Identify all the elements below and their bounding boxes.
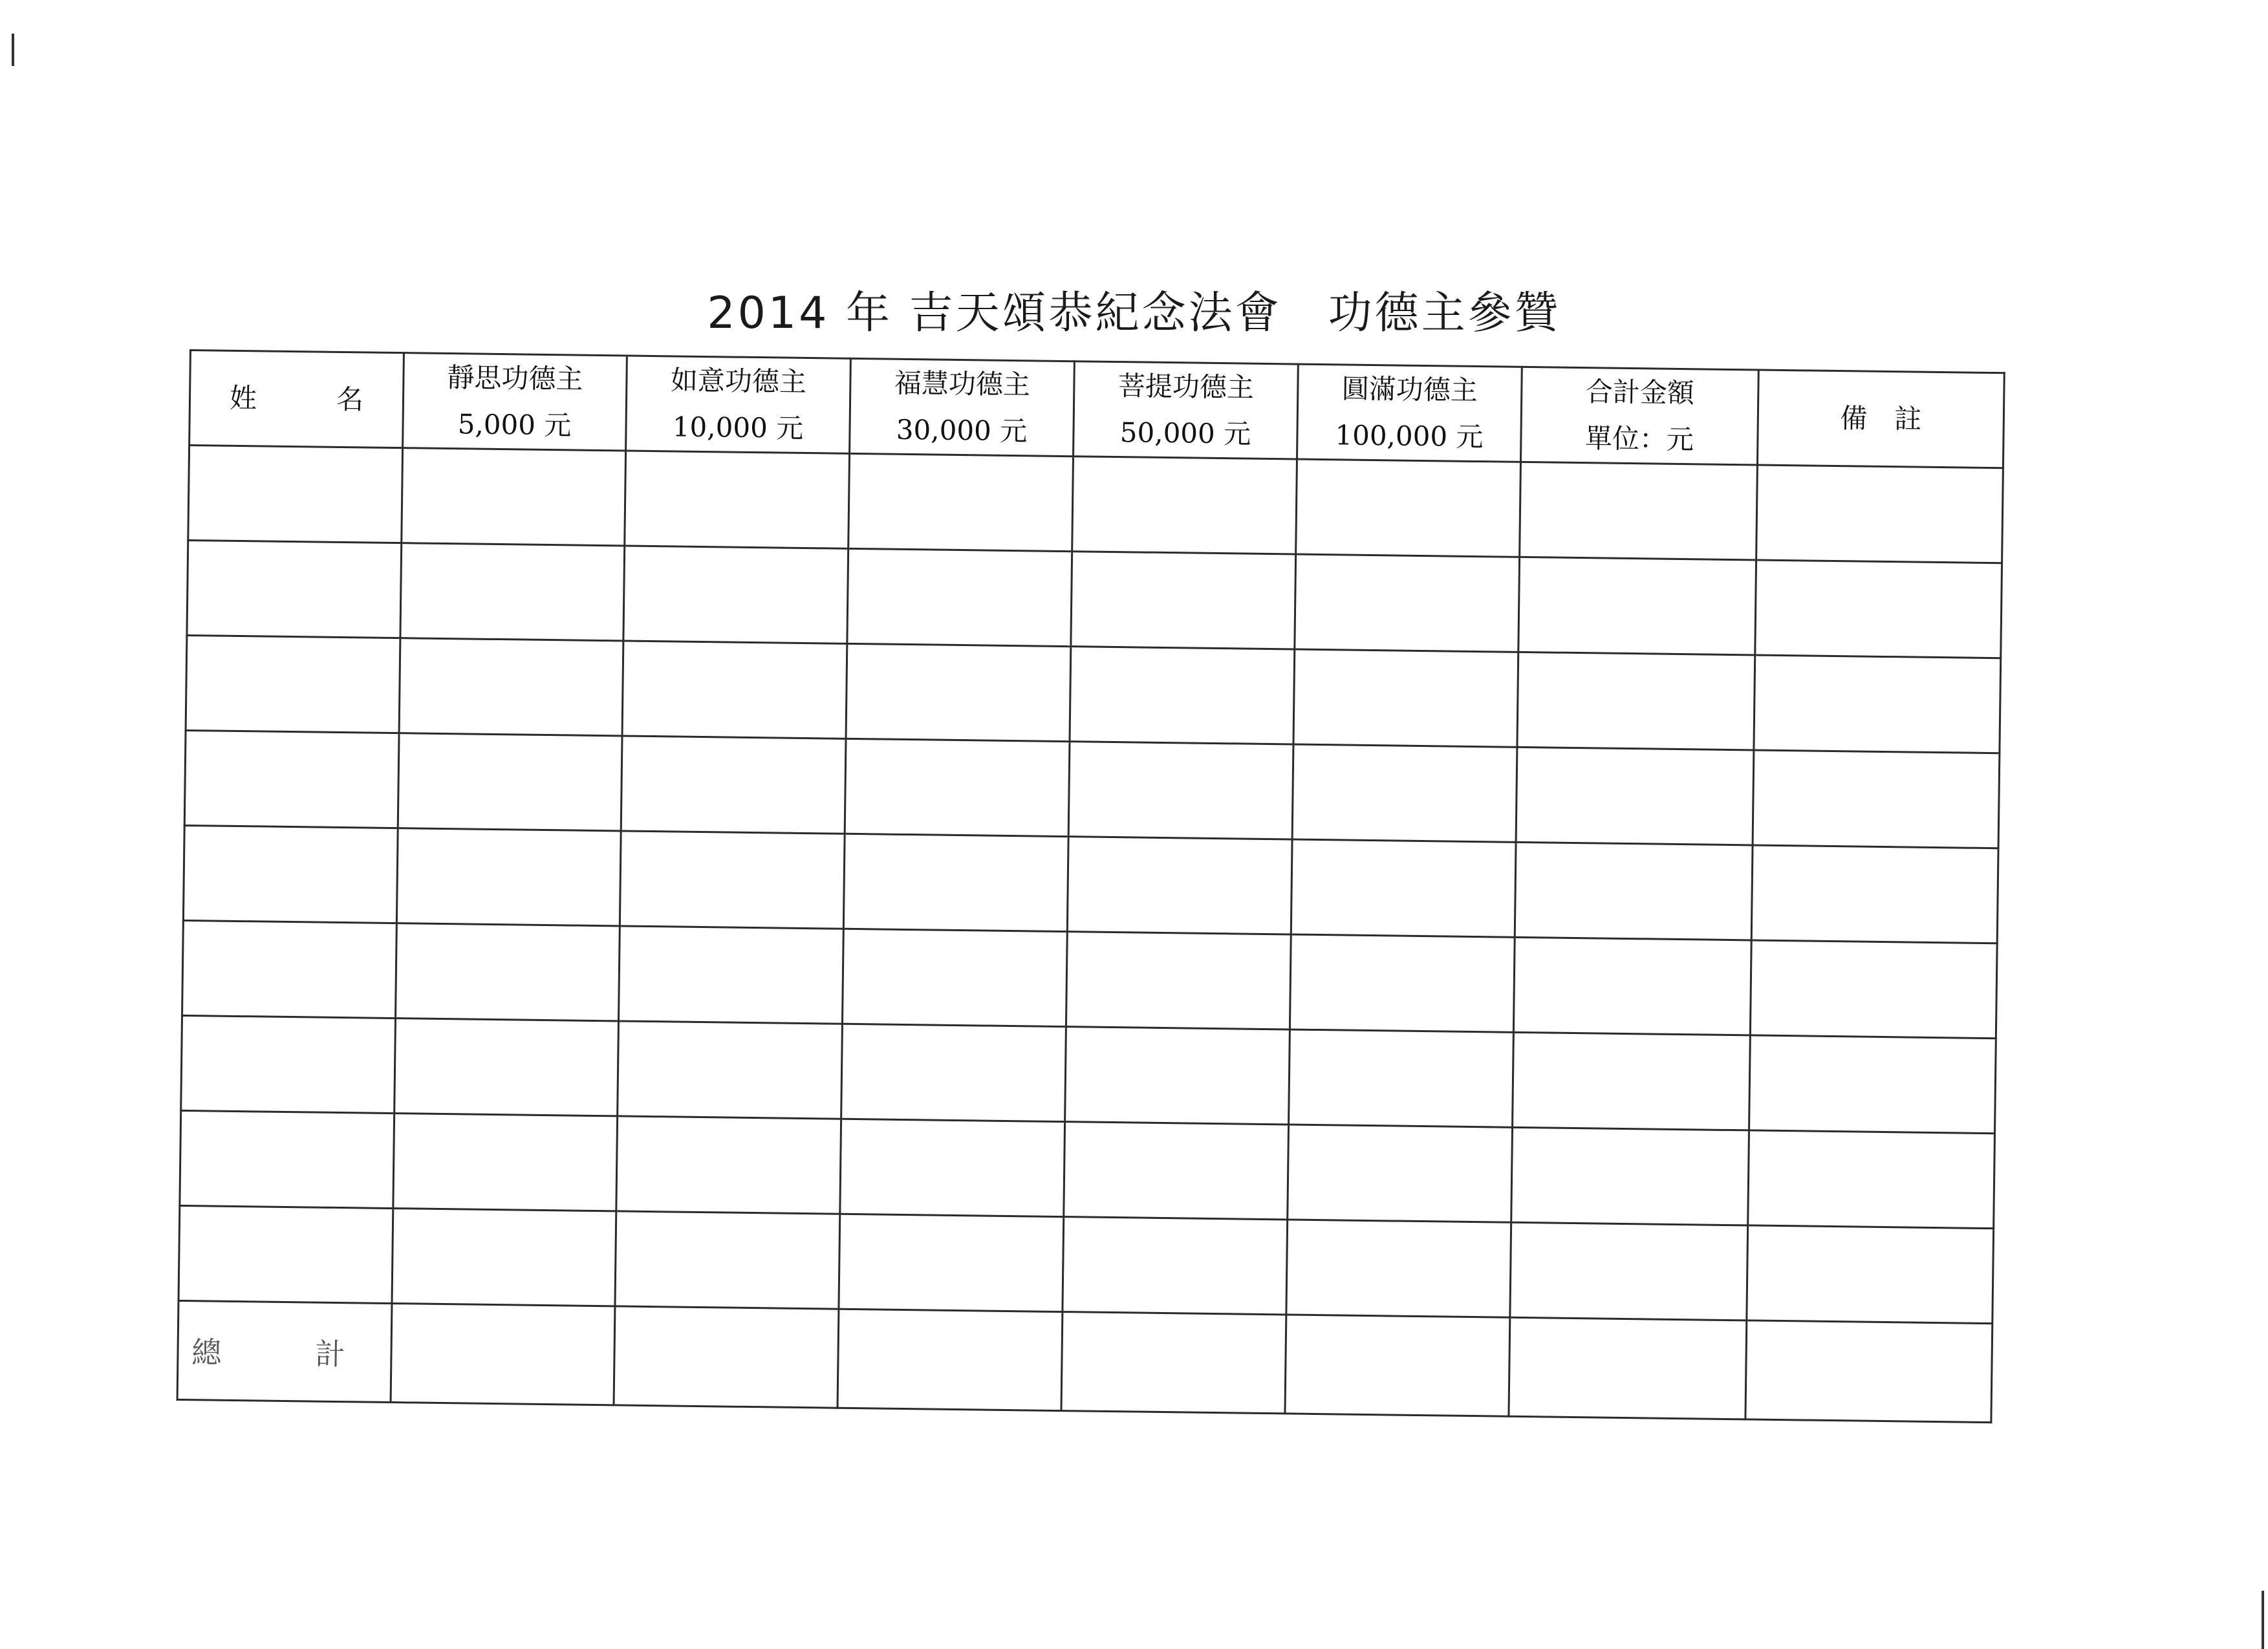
grand-total-cell[interactable] <box>1509 1317 1747 1419</box>
column-title: 合計金額 <box>1585 376 1695 409</box>
name-cell[interactable] <box>186 635 400 733</box>
amount-cell[interactable] <box>1289 1029 1514 1127</box>
total-label-cell <box>177 1300 392 1402</box>
amount-cell[interactable] <box>839 1214 1064 1311</box>
total-cell[interactable] <box>1511 1127 1749 1225</box>
amount-cell[interactable] <box>841 1024 1066 1121</box>
name-cell[interactable] <box>188 446 403 543</box>
column-header-fuhui <box>850 358 1075 456</box>
amount-cell[interactable] <box>392 1209 616 1306</box>
amount-cell[interactable] <box>1072 457 1297 554</box>
total-cell[interactable] <box>1515 842 1753 940</box>
amount-cell[interactable] <box>1292 744 1517 842</box>
amount-cell[interactable] <box>625 451 850 548</box>
amount-cell[interactable] <box>399 638 623 736</box>
amount-cell[interactable] <box>1068 742 1293 839</box>
amount-cell[interactable] <box>1064 1122 1289 1220</box>
amount-cell[interactable] <box>1070 647 1295 744</box>
scan-edge-mark <box>12 34 14 66</box>
remarks-cell[interactable] <box>1750 940 1997 1039</box>
name-cell[interactable] <box>180 1110 394 1208</box>
name-cell[interactable] <box>184 730 399 828</box>
column-title: 菩提功德主 <box>1118 370 1255 404</box>
column-header-yuanman <box>1297 364 1522 462</box>
amount-cell[interactable] <box>1295 554 1520 652</box>
remarks-cell[interactable] <box>1753 750 2000 848</box>
amount-cell[interactable] <box>1293 649 1518 747</box>
total-amount-cell[interactable] <box>391 1304 615 1405</box>
amount-cell[interactable] <box>1071 552 1296 649</box>
amount-cell[interactable] <box>615 1211 840 1309</box>
total-cell[interactable] <box>1518 557 1756 655</box>
amount-cell[interactable] <box>845 738 1070 836</box>
name-cell[interactable] <box>183 825 398 923</box>
column-amount: 50,000 元 <box>1119 416 1251 450</box>
amount-cell[interactable] <box>396 828 621 926</box>
total-label-char-2: 計 <box>315 1336 345 1372</box>
amount-cell[interactable] <box>620 831 845 929</box>
name-header-char-2: 名 <box>336 383 364 416</box>
amount-cell[interactable] <box>1065 1027 1290 1125</box>
name-cell[interactable] <box>181 1015 396 1113</box>
name-column-header <box>189 350 404 448</box>
remarks-cell[interactable] <box>1755 560 2002 658</box>
column-unit: 單位：元 <box>1584 422 1694 456</box>
total-cell[interactable] <box>1513 937 1751 1035</box>
scan-edge-mark <box>2262 1591 2264 1649</box>
remarks-cell[interactable] <box>1747 1225 1994 1324</box>
amount-cell[interactable] <box>393 1114 618 1211</box>
column-header-remarks: 備 註 <box>1757 370 2004 468</box>
remarks-cell[interactable] <box>1749 1035 1996 1134</box>
remarks-cell[interactable] <box>1745 1320 1993 1423</box>
amount-cell[interactable] <box>398 733 622 831</box>
amount-cell[interactable] <box>1296 459 1521 557</box>
amount-cell[interactable] <box>1290 934 1515 1032</box>
remarks-cell[interactable] <box>1748 1130 1995 1229</box>
column-amount: 10,000 元 <box>672 411 804 444</box>
amount-cell[interactable] <box>1063 1217 1288 1315</box>
amount-cell[interactable] <box>402 448 626 546</box>
remarks-cell[interactable] <box>1754 655 2001 753</box>
remarks-cell[interactable] <box>1756 465 2003 563</box>
column-header-puti <box>1074 361 1299 459</box>
form-body <box>177 446 2003 1423</box>
remarks-cell[interactable] <box>1751 845 1998 943</box>
page-title: 2014 年 吉天頌恭紀念法會 功德主參贊 <box>707 288 1561 339</box>
amount-cell[interactable] <box>618 1021 843 1119</box>
amount-cell[interactable] <box>1286 1220 1511 1317</box>
amount-cell[interactable] <box>618 926 843 1024</box>
name-cell[interactable] <box>182 920 397 1018</box>
amount-cell[interactable] <box>842 929 1067 1026</box>
total-cell[interactable] <box>1513 1032 1751 1130</box>
amount-cell[interactable] <box>847 548 1072 646</box>
total-cell[interactable] <box>1517 652 1755 750</box>
amount-cell[interactable] <box>1291 839 1516 937</box>
name-cell[interactable] <box>178 1205 393 1303</box>
total-amount-cell[interactable] <box>837 1309 1063 1410</box>
column-title: 圓滿功德主 <box>1341 372 1478 407</box>
amount-cell[interactable] <box>623 546 848 643</box>
column-amount: 5,000 元 <box>457 408 572 442</box>
total-amount-cell[interactable] <box>1061 1312 1286 1414</box>
name-cell[interactable] <box>187 540 402 638</box>
amount-cell[interactable] <box>400 543 625 641</box>
amount-cell[interactable] <box>840 1119 1065 1216</box>
amount-cell[interactable] <box>396 923 620 1021</box>
column-title: 如意功德主 <box>670 364 807 398</box>
column-header-total-amount <box>1520 367 1758 465</box>
amount-cell[interactable] <box>1288 1125 1513 1222</box>
donation-form-table <box>177 349 2005 1423</box>
total-cell[interactable] <box>1520 462 1758 560</box>
amount-cell[interactable] <box>616 1116 841 1214</box>
amount-cell[interactable] <box>848 453 1074 551</box>
total-cell[interactable] <box>1510 1222 1748 1320</box>
total-amount-cell[interactable] <box>1285 1315 1510 1416</box>
amount-cell[interactable] <box>621 736 846 834</box>
total-label-char-1: 總 <box>191 1335 222 1370</box>
column-title: 福慧功德主 <box>894 367 1031 401</box>
column-header-jingsi <box>403 353 627 451</box>
amount-cell[interactable] <box>843 834 1068 931</box>
column-amount: 100,000 元 <box>1335 419 1484 453</box>
column-amount: 30,000 元 <box>896 413 1028 447</box>
total-cell[interactable] <box>1516 747 1754 845</box>
amount-cell[interactable] <box>394 1018 619 1116</box>
amount-cell[interactable] <box>846 643 1071 741</box>
column-title: 靜思功德主 <box>447 361 583 395</box>
amount-cell[interactable] <box>1067 837 1292 934</box>
amount-cell[interactable] <box>622 641 847 738</box>
name-header-char-1: 姓 <box>229 382 257 415</box>
column-header-ruyi <box>626 356 851 453</box>
amount-cell[interactable] <box>1066 932 1291 1029</box>
total-amount-cell[interactable] <box>614 1306 839 1408</box>
